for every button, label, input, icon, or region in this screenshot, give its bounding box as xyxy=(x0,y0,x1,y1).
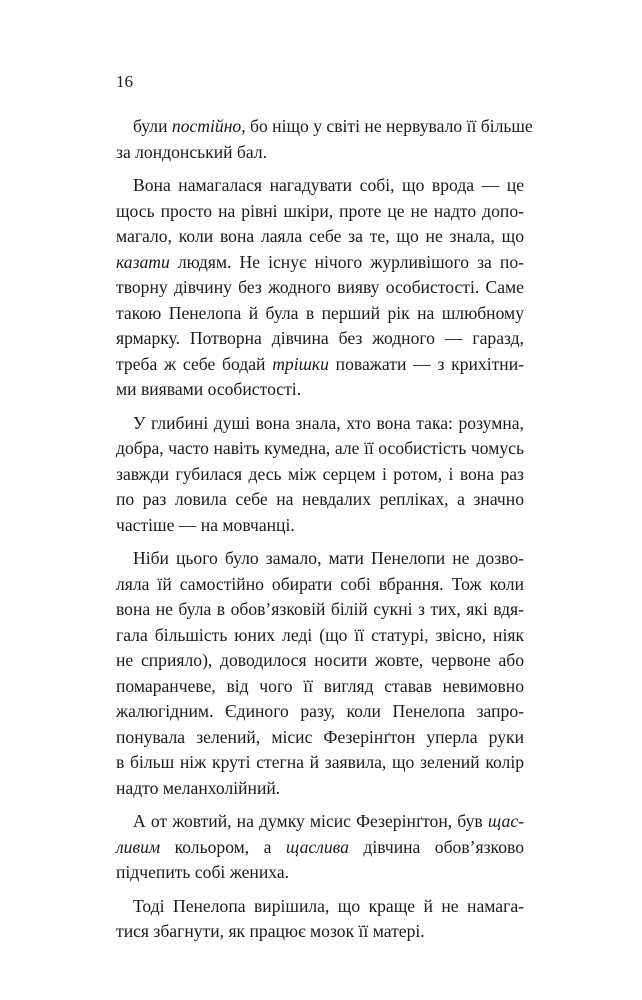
text-run: такою Пенелопа й була в перший рік на шлюбному xyxy=(116,302,524,323)
text-run: за лондонський бал. xyxy=(116,141,268,162)
paragraph xyxy=(116,411,524,539)
text-line xyxy=(116,114,533,140)
paragraph xyxy=(116,894,524,945)
italic-run: щас- xyxy=(487,811,524,831)
text-run: добра, часто навіть кумедна, але її особистість чомусь xyxy=(116,438,524,458)
text-run: помаранчеве, від чого її вигляд ставав невимовно xyxy=(116,675,524,696)
text-run: підчепить собі жениха. xyxy=(116,862,290,882)
paragraph xyxy=(116,173,524,403)
text-run: , бо ніщо у світі не нервувало її більше xyxy=(241,116,533,136)
text-run: надто меланхолійний. xyxy=(116,777,281,798)
text-run: ми виявами особистості. xyxy=(116,379,302,399)
text-run: вона не була в обов’язковій білій сукні з тих, які вдя- xyxy=(116,599,524,619)
text-run: Ніби цього було замало, мати Пенелопи не дозво- xyxy=(133,548,524,568)
paragraph xyxy=(116,809,524,886)
italic-run: постійно xyxy=(171,116,242,136)
text-run: дівчина обов’язково xyxy=(348,836,524,857)
text-line xyxy=(116,674,524,700)
text-run: по раз ловила себе на невдалих репліках, а значно xyxy=(116,489,524,509)
text-run: кольором, а xyxy=(160,836,286,857)
text-line xyxy=(116,513,524,539)
italic-run: казати xyxy=(116,251,170,272)
text-line xyxy=(116,776,524,802)
text-run: Вона намагалася нагадувати собі, що врода — це xyxy=(133,175,524,195)
text-line xyxy=(116,275,524,301)
text-line xyxy=(116,352,524,378)
text-line xyxy=(116,462,524,488)
text-run: в більш ніж круті стегна й заявила, що зелений колір xyxy=(116,752,524,772)
text-run: частіше — на мовчанці. xyxy=(116,514,295,535)
text-run: щось просто на рівні шкіри, проте це не надто допо- xyxy=(116,200,524,221)
text-line xyxy=(116,140,524,166)
text-run: ляла їй самостійно обирати собі вбрання. Тож коли xyxy=(116,573,524,594)
text-run: гала більшість юних леді (що її статурі, звісно, ніяк xyxy=(116,624,524,645)
text-line xyxy=(116,572,524,598)
text-line xyxy=(116,725,524,751)
italic-run: трішки xyxy=(272,353,329,374)
page-number: 16 xyxy=(116,72,133,91)
text-run: не сприяло), доводилося носити жовте, червоне або xyxy=(116,650,524,670)
text-line xyxy=(116,377,524,403)
text-run: А от жовтий, на думку місис Фезерінґтон, був xyxy=(133,811,488,831)
text-line xyxy=(116,809,524,835)
text-line xyxy=(116,860,524,886)
paragraph xyxy=(116,114,533,165)
text-line xyxy=(116,699,524,725)
text-run: понувала зелений, місис Фезерінґтон уперла руки xyxy=(116,726,524,747)
text-run: Тоді Пенелопа вирішила, що краще й не намага- xyxy=(133,895,524,916)
text-run: треба ж себе бодай xyxy=(116,353,273,374)
text-line xyxy=(116,436,524,462)
text-run: жалюгідним. Єдиного разу, коли Пенелопа запро- xyxy=(116,701,524,721)
text-run: були xyxy=(133,116,172,136)
text-run: тися збагнути, як працює мозок її матері. xyxy=(116,921,425,941)
text-run: магало, коли вона лаяла себе за те, що не знала, що xyxy=(116,226,524,246)
text-run: завжди губилася десь між серцем і ротом, і вона раз xyxy=(116,463,524,484)
text-line xyxy=(116,301,524,327)
text-line xyxy=(116,224,524,250)
text-line xyxy=(116,750,524,776)
italic-run: ливим xyxy=(116,836,161,857)
text-line xyxy=(116,648,524,674)
text-line xyxy=(116,835,524,861)
text-line xyxy=(116,919,524,945)
text-line xyxy=(116,546,524,572)
text-run: людям. Не існує нічого журливішого за по- xyxy=(169,251,524,272)
text-line xyxy=(116,173,524,199)
text-line xyxy=(116,199,524,225)
text-run: ярмарку. Потворна дівчина без жодного — гаразд, xyxy=(116,328,524,348)
text-line xyxy=(116,487,524,513)
text-run: У глибині душі вона знала, хто вона така: розумна, xyxy=(133,412,524,433)
text-line xyxy=(116,326,524,352)
paragraph xyxy=(116,546,524,801)
body-text xyxy=(116,114,533,945)
italic-run: щаслива xyxy=(285,836,349,857)
text-run: творну дівчину без жодного вияву особистості. Саме xyxy=(116,277,524,297)
text-line xyxy=(116,623,524,649)
text-line xyxy=(116,894,524,920)
text-line xyxy=(116,250,524,276)
text-line xyxy=(116,597,524,623)
text-line xyxy=(116,411,524,437)
text-run: поважати — з крихітни- xyxy=(328,353,524,374)
